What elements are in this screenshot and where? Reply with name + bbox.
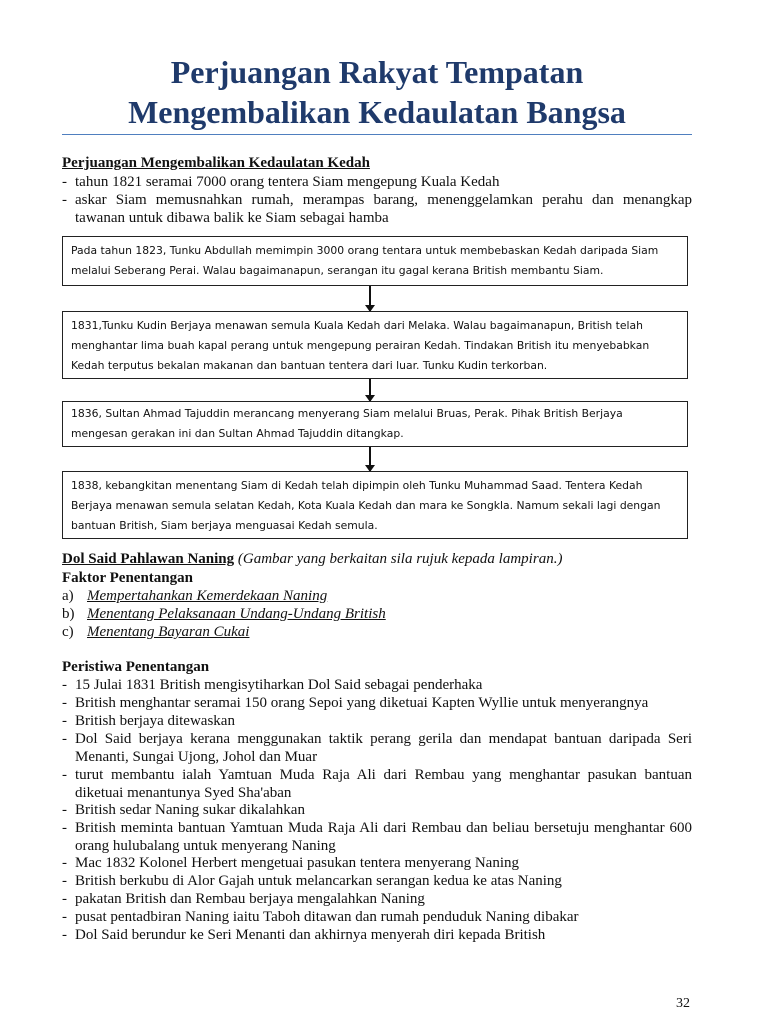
kedah-bullet xyxy=(62,173,692,191)
page-title xyxy=(62,52,692,132)
bullet-dash: - xyxy=(62,927,67,943)
flow-box-1831 xyxy=(62,311,688,379)
peristiwa-text: Mac 1832 Kolonel Herbert mengetuai pasukan tentera menyerang Naning xyxy=(75,855,520,871)
peristiwa-item xyxy=(62,872,692,890)
peristiwa-text: Dol Said berundur ke Seri Menanti dan akhirnya menyerah diri kepada British xyxy=(75,927,546,943)
title-line-2: Mengembalikan Kedaulatan Bangsa xyxy=(128,94,626,130)
flow-arrow xyxy=(369,379,371,401)
kedah-heading: Perjuangan Mengembalikan Kedaulatan Kedah xyxy=(62,155,370,171)
peristiwa-text: 15 Julai 1831 British mengisytiharkan Dol Said sebagai penderhaka xyxy=(75,677,483,693)
bullet-dash: - xyxy=(62,909,67,925)
peristiwa-item xyxy=(62,854,692,872)
bullet-dash: - xyxy=(62,855,67,871)
bullet-dash: - xyxy=(62,192,67,208)
peristiwa-text: British sedar Naning sukar dikalahkan xyxy=(75,802,305,818)
bullet-dash: - xyxy=(62,174,67,190)
faktor-letter: c) xyxy=(62,624,74,640)
title-divider xyxy=(62,134,692,135)
peristiwa-text: turut membantu ialah Yamtuan Muda Raja Ali dari Rembau yang menghantar pasukan bantuan diketuai menantunya Syed Sha'aban xyxy=(75,767,692,801)
peristiwa-text: British menghantar seramai 150 orang Sepoi yang diketuai Kapten Wyllie untuk menyerangnya xyxy=(75,695,649,711)
kedah-bullet xyxy=(62,191,692,227)
peristiwa-item xyxy=(62,730,692,766)
faktor-letter: b) xyxy=(62,606,75,622)
flow-box-text: Pada tahun 1823, Tunku Abdullah memimpin 3000 orang tentara untuk membebaskan Kedah daripada Siam melalui Seberang Perai. Walau bagaimanapun, serangan itu gagal kerana British membantu Siam. xyxy=(71,244,659,277)
faktor-item xyxy=(62,587,327,605)
flow-box-text: 1836, Sultan Ahmad Tajuddin merancang menyerang Siam melalui Bruas, Perak. Pihak British Berjaya mengesan gerakan ini dan Sultan Ahmad Tajuddin ditangkap. xyxy=(71,407,623,440)
peristiwa-item xyxy=(62,766,692,802)
faktor-text: Menentang Bayaran Cukai xyxy=(87,624,250,640)
peristiwa-item xyxy=(62,926,692,944)
bullet-dash: - xyxy=(62,695,67,711)
faktor-item xyxy=(62,605,386,623)
bullet-dash: - xyxy=(62,891,67,907)
peristiwa-text: British berjaya ditewaskan xyxy=(75,713,235,729)
faktor-text: Mempertahankan Kemerdekaan Naning xyxy=(87,588,328,604)
bullet-dash: - xyxy=(62,713,67,729)
kedah-bullet-text: tahun 1821 seramai 7000 orang tentera Siam mengepung Kuala Kedah xyxy=(75,174,500,190)
peristiwa-item xyxy=(62,712,692,730)
peristiwa-text: British meminta bantuan Yamtuan Muda Raja Ali dari Rembau dan beliau bersetuju menghantar 600 orang hulubalang untuk menyerang Naning xyxy=(75,820,692,854)
flow-box-1838 xyxy=(62,471,688,539)
flow-arrow xyxy=(369,286,371,311)
peristiwa-item xyxy=(62,801,692,819)
title-line-1: Perjuangan Rakyat Tempatan xyxy=(170,54,584,90)
page-number: 32 xyxy=(676,996,690,1011)
bullet-dash: - xyxy=(62,767,67,783)
peristiwa-text: pusat pentadbiran Naning iaitu Taboh ditawan dan rumah penduduk Naning dibakar xyxy=(75,909,579,925)
faktor-heading: Faktor Penentangan xyxy=(62,570,193,586)
peristiwa-item xyxy=(62,676,692,694)
peristiwa-text: British berkubu di Alor Gajah untuk melancarkan serangan kedua ke atas Naning xyxy=(75,873,562,889)
peristiwa-text: pakatan British dan Rembau berjaya mengalahkan Naning xyxy=(75,891,425,907)
peristiwa-item xyxy=(62,890,692,908)
flow-box-1823 xyxy=(62,236,688,286)
peristiwa-item xyxy=(62,694,692,712)
faktor-item xyxy=(62,623,249,641)
bullet-dash: - xyxy=(62,677,67,693)
peristiwa-heading: Peristiwa Penentangan xyxy=(62,659,210,675)
bullet-dash: - xyxy=(62,873,67,889)
peristiwa-item xyxy=(62,819,692,855)
flow-box-1836 xyxy=(62,401,688,447)
peristiwa-text: Dol Said berjaya kerana menggunakan taktik perang gerila dan mendapat bantuan daripada Seri Menanti, Sungai Ujong, Johol dan Muar xyxy=(75,731,692,765)
naning-heading-line xyxy=(62,550,562,568)
faktor-letter: a) xyxy=(62,588,74,604)
bullet-dash: - xyxy=(62,802,67,818)
bullet-dash: - xyxy=(62,820,67,836)
naning-note: (Gambar yang berkaitan sila rujuk kepada lampiran.) xyxy=(237,551,563,567)
flow-box-text: 1831,Tunku Kudin Berjaya menawan semula Kuala Kedah dari Melaka. Walau bagaimanapun, British telah menghantar lima buah kapal perang untuk mengepung perairan Kedah. Tindakan British itu menyebabkan Kedah terputus bekalan makanan dan bantuan tentera dari luar. Tunku Kudin terkorban. xyxy=(71,319,650,372)
flow-box-text: 1838, kebangkitan menentang Siam di Kedah telah dipimpin oleh Tunku Muhammad Saad. Tentera Kedah Berjaya menawan semula selatan Kedah, Kota Kuala Kedah dan mara ke Songkla. Namum sekali lagi dengan bantuan British, Siam berjaya menguasai Kedah semula. xyxy=(71,479,661,532)
bullet-dash: - xyxy=(62,731,67,747)
kedah-bullet-text: askar Siam memusnahkan rumah, merampas barang, menenggelamkan perahu dan menangkap tawanan untuk dibawa balik ke Siam sebagai hamba xyxy=(75,192,692,226)
faktor-text: Menentang Pelaksanaan Undang-Undang British xyxy=(87,606,386,622)
flow-arrow xyxy=(369,447,371,471)
naning-heading: Dol Said Pahlawan Naning xyxy=(62,551,235,567)
peristiwa-item xyxy=(62,908,692,926)
